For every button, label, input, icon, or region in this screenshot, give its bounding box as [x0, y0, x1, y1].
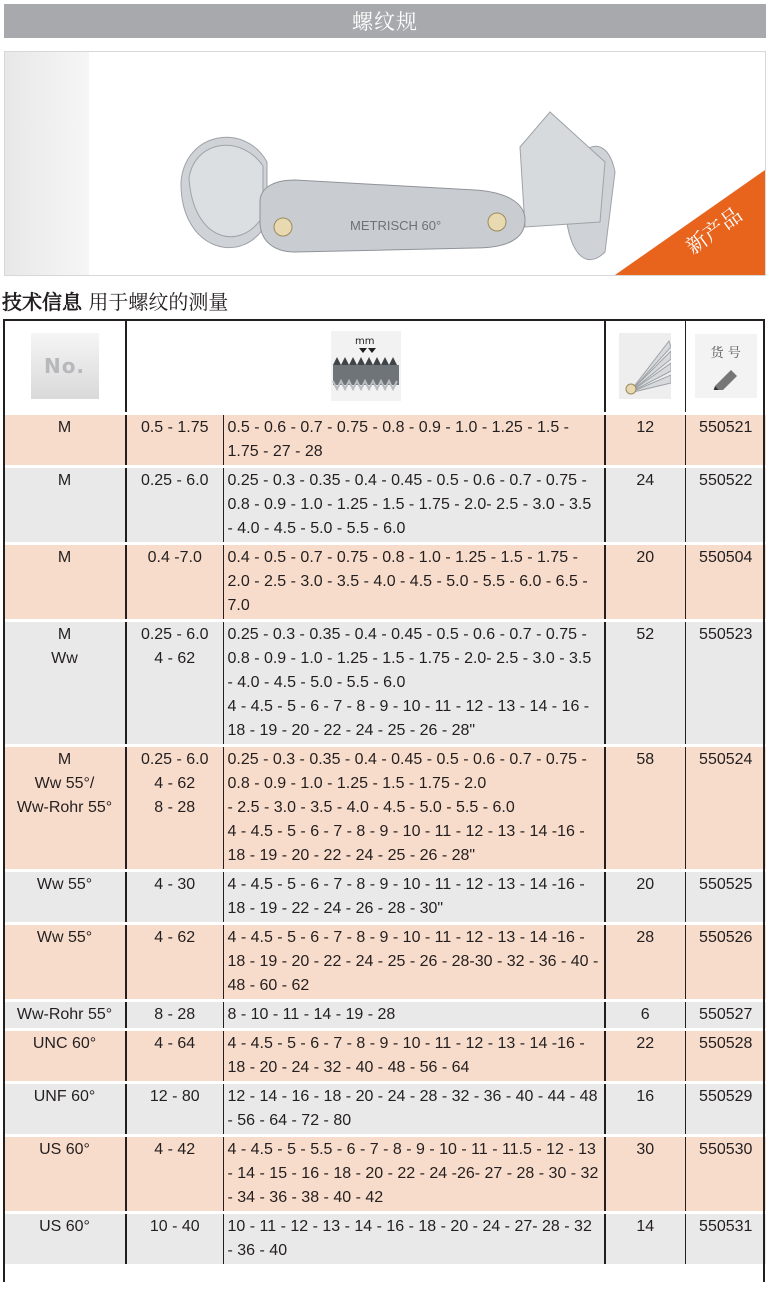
thread-type-cell — [4, 746, 126, 871]
blade-count-cell: 30 — [605, 1136, 685, 1213]
table-row — [4, 621, 766, 746]
article-number-icon — [695, 334, 757, 398]
product-photo — [4, 51, 766, 276]
table-row — [4, 414, 766, 467]
article-code-cell: 550525 — [685, 871, 766, 924]
thread-type-cell-text: Ww-Rohr 55° — [16, 1006, 113, 1023]
article-code-cell: 550504 — [685, 544, 766, 621]
range-cell — [126, 467, 223, 544]
range-cell — [126, 924, 223, 1001]
pitches-cell — [223, 746, 605, 871]
range-cell — [126, 871, 223, 924]
article-code-cell: 550531 — [685, 1213, 766, 1265]
new-product-badge: 新产品 — [681, 202, 747, 260]
range-cell-text: 12 - 80 — [149, 1088, 200, 1105]
thread-type-cell-text: UNC 60° — [32, 1035, 97, 1052]
blade-count-cell: 24 — [605, 467, 685, 544]
header-no — [4, 320, 126, 414]
pitches-cell — [223, 544, 605, 621]
thread-type-cell — [4, 1001, 126, 1030]
thread-type-cell — [4, 414, 126, 467]
thread-type-cell — [4, 621, 126, 746]
thread-type-cell — [4, 1030, 126, 1083]
thread-type-cell — [4, 1213, 126, 1265]
pitches-cell — [223, 621, 605, 746]
pitches-cell-text: 0.5 - 0.6 - 0.7 - 0.75 - 0.8 - 0.9 - 1.0 - 1.25 - 1.5 - 1.75 - 27 - 28 — [227, 419, 569, 460]
thread-type-cell — [4, 871, 126, 924]
no-logo-icon: No. — [31, 333, 99, 399]
thread-type-cell — [4, 467, 126, 544]
article-code-cell: 550526 — [685, 924, 766, 1001]
thread-type-cell — [4, 1136, 126, 1213]
range-cell-text: 4 - 62 — [154, 650, 196, 667]
range-cell — [126, 544, 223, 621]
pitches-cell-text: 4 - 4.5 - 5 - 5.5 - 6 - 7 - 8 - 9 - 10 - 11 - 11.5 - 12 - 13 - 14 - 15 - 16 - 18 - 20 - 22 - 24 -26- 27 - 28 - 30 - 32 - 34 - 36 - 38 - 40 - 42 — [227, 1141, 599, 1206]
header-code — [685, 320, 766, 414]
range-cell-text: 10 - 40 — [149, 1218, 200, 1235]
page-title-bar — [4, 4, 766, 38]
range-cell-text: 8 - 28 — [154, 1006, 196, 1023]
table-header-row — [4, 320, 766, 414]
pitches-cell — [223, 467, 605, 544]
thread-type-cell-text: Ww-Rohr 55° — [16, 799, 113, 816]
thread-type-cell-text: US 60° — [39, 1141, 90, 1158]
thread-type-cell — [4, 924, 126, 1001]
range-cell-text: 0.25 - 6.0 — [140, 751, 209, 768]
pitches-cell-text: 4 - 4.5 - 5 - 6 - 7 - 8 - 9 - 10 - 11 - 12 - 13 - 14 - 16 - 18 - 19 - 20 - 22 - 24 - 25 - 26 - 28" — [227, 698, 590, 739]
range-cell — [126, 414, 223, 467]
table-row — [4, 924, 766, 1001]
table-row — [4, 871, 766, 924]
thread-type-cell — [4, 544, 126, 621]
table-row — [4, 544, 766, 621]
pitches-cell-text: 4 - 4.5 - 5 - 6 - 7 - 8 - 9 - 10 - 11 - 12 - 13 - 14 -16 - 18 - 19 - 20 - 22 - 24 - 25 - 26 - 28-30 - 32 - 36 - 40 - 48 - 60 - 62 — [227, 929, 599, 994]
thread-type-cell-text: Ww 55° — [36, 876, 93, 893]
pitches-cell-text: 4 - 4.5 - 5 - 6 - 7 - 8 - 9 - 10 - 11 - 12 - 13 - 14 -16 - 18 - 19 - 22 - 24 - 26 - 28 - 30" — [227, 876, 585, 917]
range-cell — [126, 1213, 223, 1265]
range-cell-text: 4 - 64 — [154, 1035, 196, 1052]
blade-count-cell: 52 — [605, 621, 685, 746]
blade-count-cell: 14 — [605, 1213, 685, 1265]
pitches-cell — [223, 1001, 605, 1030]
pitches-cell — [223, 1136, 605, 1213]
article-code-cell: 550524 — [685, 746, 766, 871]
range-cell — [126, 1030, 223, 1083]
thread-type-cell-text: M — [57, 472, 72, 489]
article-number-label: 货 号 — [710, 346, 741, 361]
range-cell — [126, 1136, 223, 1213]
pitches-cell-text: 0.25 - 0.3 - 0.35 - 0.4 - 0.45 - 0.5 - 0.6 - 0.7 - 0.75 - 0.8 - 0.9 - 1.0 - 1.25 - 1.5 - 1.75 - 2.0- 2.5 - 3.0 - 3.5 - 4.0 - 4.5 - 5.0 - 5.5 - 6.0 — [227, 626, 592, 691]
pencil-icon — [711, 366, 741, 390]
pitches-cell — [223, 1213, 605, 1265]
thread-type-cell — [4, 1083, 126, 1136]
pitches-cell-text: 12 - 14 - 16 - 18 - 20 - 24 - 28 - 32 - 36 - 40 - 44 - 48 - 56 - 64 - 72 - 80 — [227, 1088, 598, 1129]
table-row — [4, 1030, 766, 1083]
blade-count-cell: 28 — [605, 924, 685, 1001]
pitches-cell — [223, 924, 605, 1001]
table-row — [4, 467, 766, 544]
pitches-cell — [223, 871, 605, 924]
thread-type-cell-text: Ww — [51, 650, 78, 667]
range-cell-text: 0.25 - 6.0 — [140, 472, 209, 489]
article-code-cell: 550527 — [685, 1001, 766, 1030]
range-cell-text: 4 - 42 — [154, 1141, 196, 1158]
pitches-cell-text: - 2.5 - 3.0 - 3.5 - 4.0 - 4.5 - 5.0 - 5.5 - 6.0 — [227, 799, 515, 816]
tech-info-text: 用于螺纹的测量 — [88, 290, 229, 314]
thread-type-cell-text: Ww 55°/ — [34, 775, 95, 792]
table-row — [4, 746, 766, 871]
thread-type-cell-text: M — [57, 549, 72, 566]
blade-count-cell: 22 — [605, 1030, 685, 1083]
range-cell — [126, 1001, 223, 1030]
thread-type-cell-text: M — [57, 419, 72, 436]
range-cell-text: 4 - 62 — [154, 775, 196, 792]
gauge-engraving: METRISCH 60° — [350, 218, 442, 233]
blade-count-cell: 20 — [605, 871, 685, 924]
blade-count-cell: 20 — [605, 544, 685, 621]
pitches-cell-text: 0.25 - 0.3 - 0.35 - 0.4 - 0.45 - 0.5 - 0.6 - 0.7 - 0.75 - 0.8 - 0.9 - 1.0 - 1.25 - 1.5 - 1.75 - 2.0- 2.5 - 3.0 - 3.5 - 4.0 - 4.5 - 5.0 - 5.5 - 6.0 — [227, 472, 592, 537]
thread-type-cell-text: UNF 60° — [33, 1088, 96, 1105]
range-cell-text: 0.25 - 6.0 — [140, 626, 209, 643]
article-code-cell: 550522 — [685, 467, 766, 544]
thread-profile-icon — [331, 331, 401, 401]
pitches-cell-text: 4 - 4.5 - 5 - 6 - 7 - 8 - 9 - 10 - 11 - 12 - 13 - 14 -16 - 18 - 19 - 20 - 22 - 24 - 25 - 26 - 28" — [227, 823, 585, 864]
range-cell — [126, 746, 223, 871]
range-cell-text: 4 - 30 — [154, 876, 196, 893]
unit-label: mm — [354, 336, 374, 347]
article-code-cell: 550530 — [685, 1136, 766, 1213]
article-code-cell: 550521 — [685, 414, 766, 467]
header-blades — [605, 320, 685, 414]
table-row — [4, 1213, 766, 1265]
blade-count-cell: 12 — [605, 414, 685, 467]
blade-count-cell: 16 — [605, 1083, 685, 1136]
range-cell-text: 8 - 28 — [154, 799, 196, 816]
range-cell-text: 4 - 62 — [154, 929, 196, 946]
header-thread — [126, 320, 605, 414]
range-cell — [126, 1083, 223, 1136]
pitches-cell-text: 8 - 10 - 11 - 14 - 19 - 28 — [227, 1006, 396, 1023]
thread-type-cell-text: M — [57, 751, 72, 768]
spec-table — [4, 320, 766, 1264]
thread-type-cell-text: M — [57, 626, 72, 643]
table-row — [4, 1136, 766, 1213]
blade-count-cell: 58 — [605, 746, 685, 871]
pitches-cell-text: 4 - 4.5 - 5 - 6 - 7 - 8 - 9 - 10 - 11 - 12 - 13 - 14 -16 - 18 - 20 - 24 - 32 - 40 - 48 - 56 - 64 — [227, 1035, 585, 1076]
pitches-cell — [223, 1030, 605, 1083]
article-code-cell: 550523 — [685, 621, 766, 746]
range-cell-text: 0.4 -7.0 — [147, 549, 202, 566]
page-title: 螺纹规 — [352, 10, 418, 34]
pitches-cell-text: 0.25 - 0.3 - 0.35 - 0.4 - 0.45 - 0.5 - 0.6 - 0.7 - 0.75 - 0.8 - 0.9 - 1.0 - 1.25 - 1.5 - 1.75 - 2.0 — [227, 751, 587, 792]
thread-type-cell-text: Ww 55° — [36, 929, 93, 946]
table-row — [4, 1001, 766, 1030]
blade-count-cell: 6 — [605, 1001, 685, 1030]
pitches-cell-text: 10 - 11 - 12 - 13 - 14 - 16 - 18 - 20 - 24 - 27- 28 - 32 - 36 - 40 — [227, 1218, 592, 1259]
thread-type-cell-text: US 60° — [39, 1218, 90, 1235]
pitches-cell — [223, 414, 605, 467]
pitches-cell-text: 0.4 - 0.5 - 0.7 - 0.75 - 0.8 - 1.0 - 1.25 - 1.5 - 1.75 - 2.0 - 2.5 - 3.0 - 3.5 - 4.0 - 4.5 - 5.0 - 5.5 - 6.0 - 6.5 - 7.0 — [227, 549, 588, 614]
tech-info-label: 技术信息 — [2, 290, 82, 314]
tech-info-line — [2, 286, 228, 315]
range-cell-text: 0.5 - 1.75 — [140, 419, 209, 436]
range-cell — [126, 621, 223, 746]
table-row — [4, 1083, 766, 1136]
article-code-cell: 550528 — [685, 1030, 766, 1083]
pitches-cell — [223, 1083, 605, 1136]
blade-fan-icon — [619, 333, 671, 399]
article-code-cell: 550529 — [685, 1083, 766, 1136]
